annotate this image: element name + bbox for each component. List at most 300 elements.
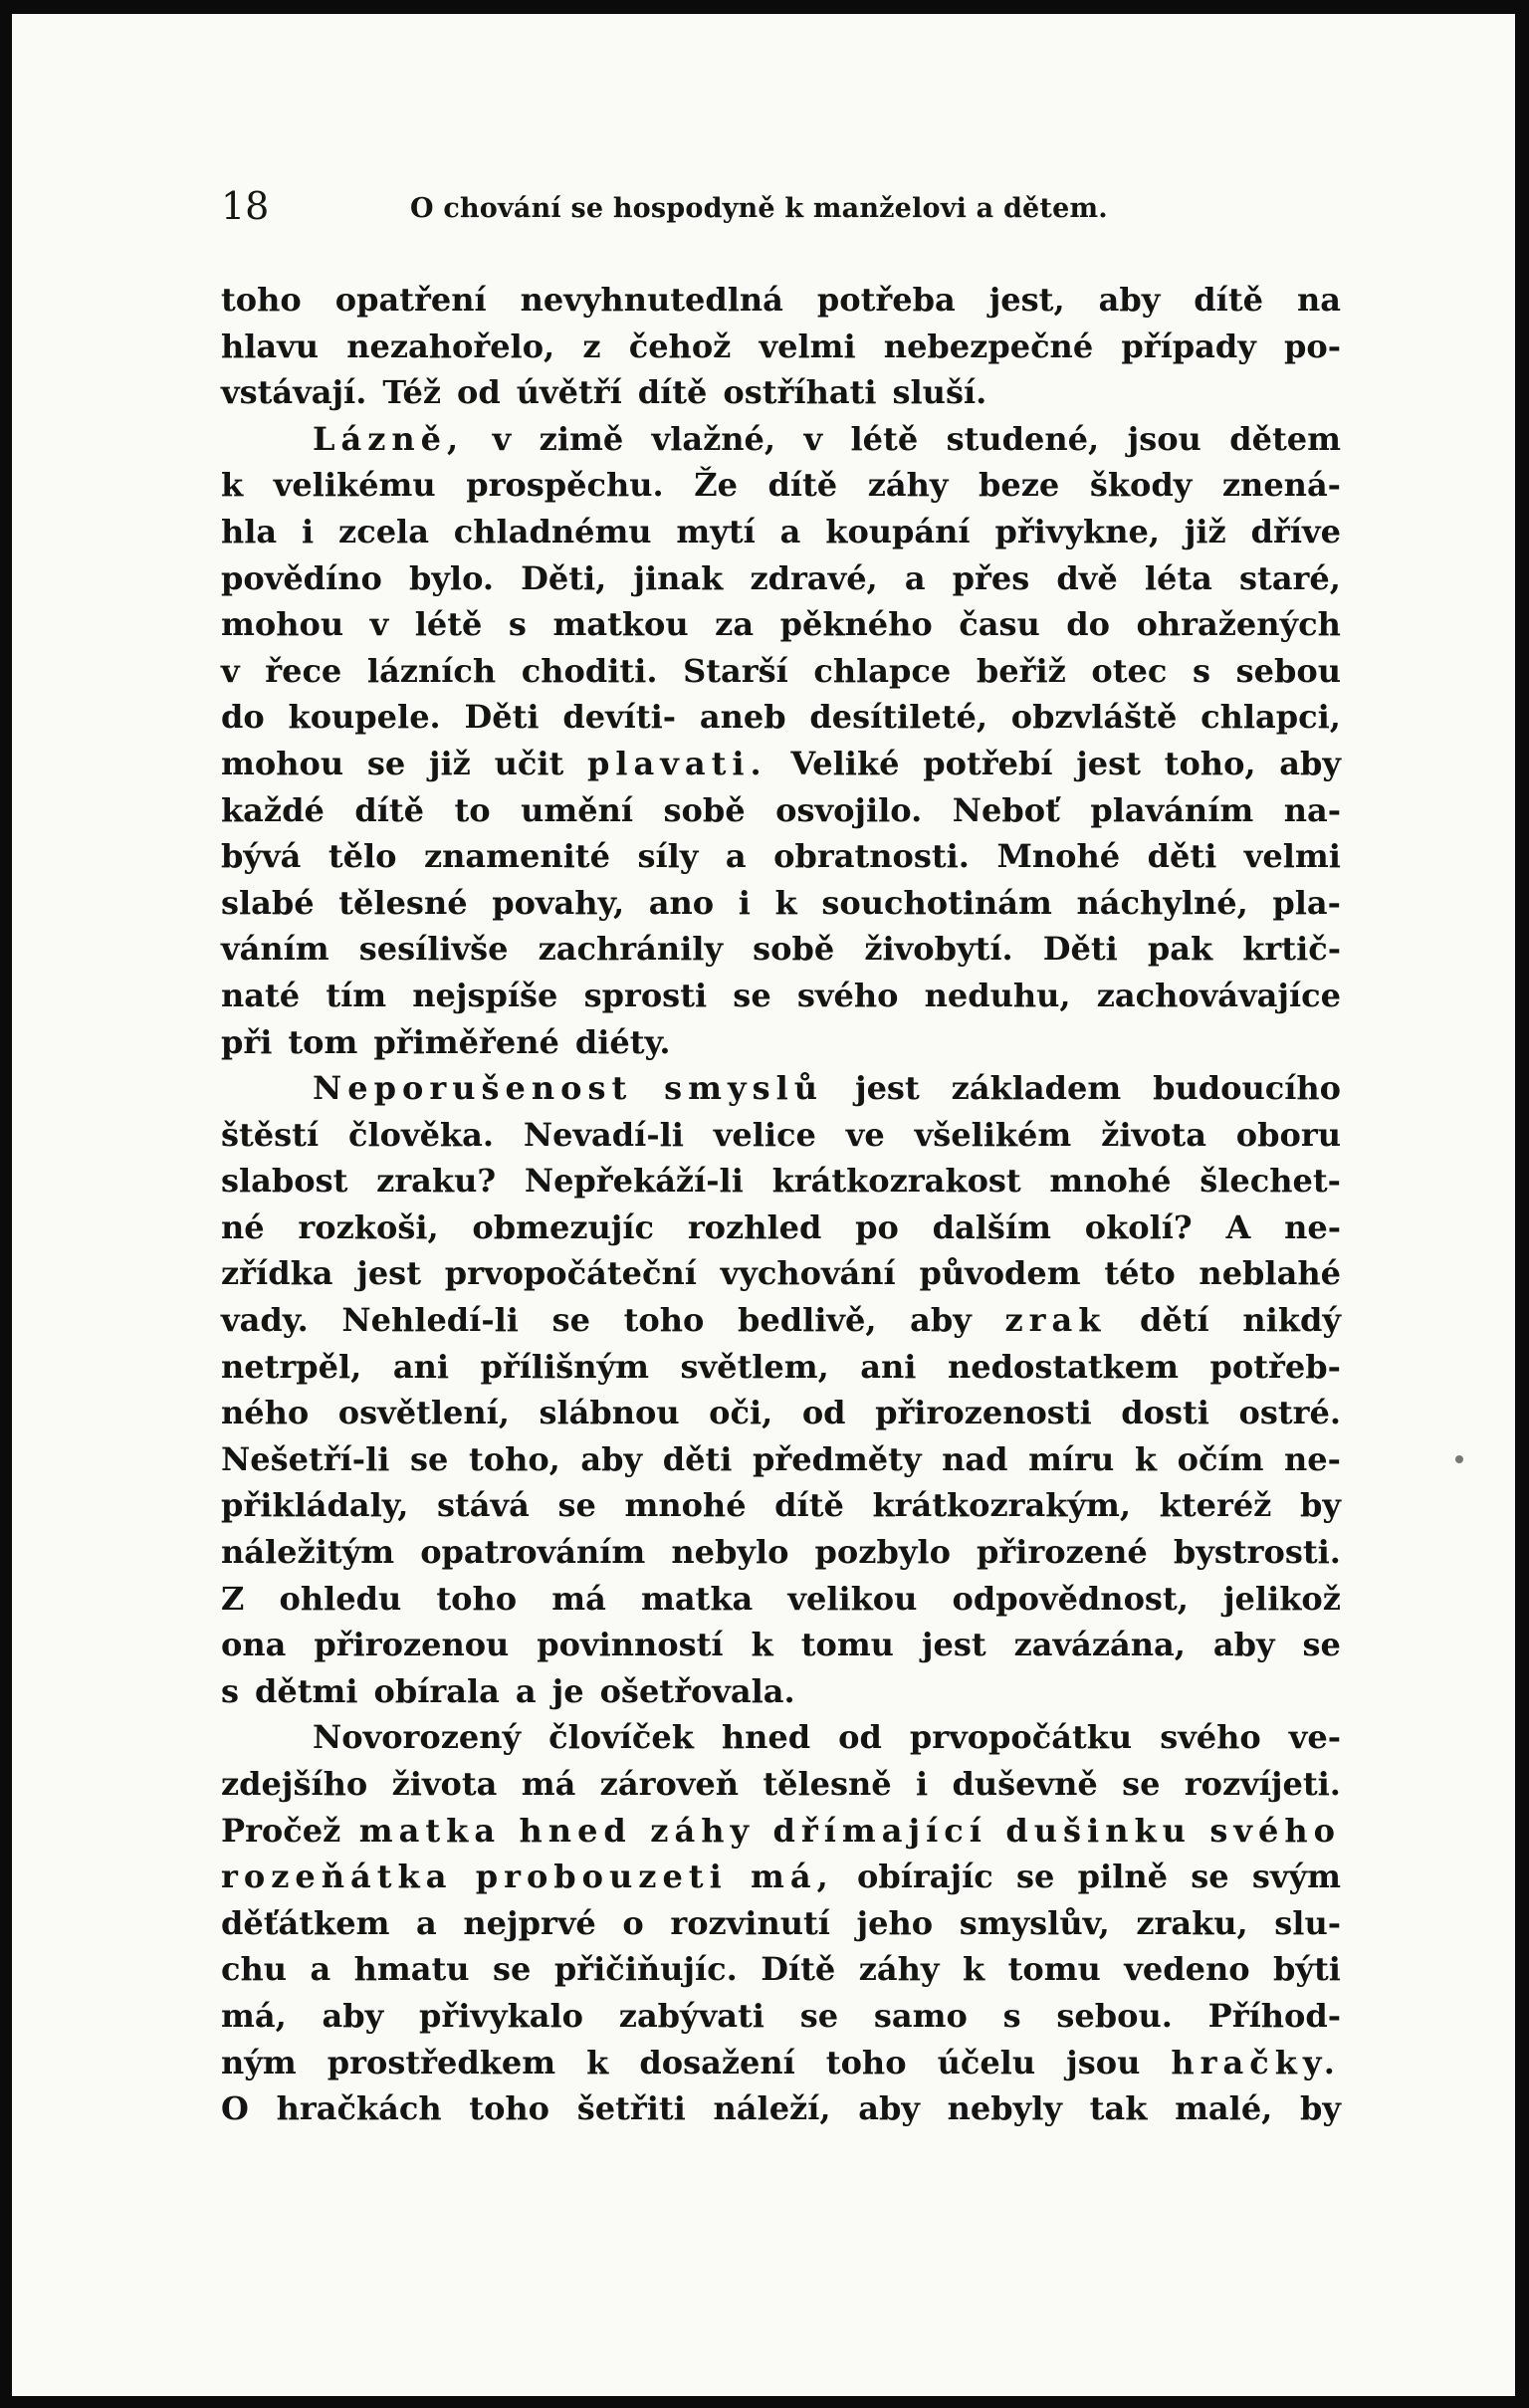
word: a (416, 1903, 437, 1942)
word: k (1134, 1439, 1157, 1478)
word: rozvíjeti. (1184, 1765, 1341, 1803)
word: každé (221, 790, 325, 829)
scan-speck (1455, 1455, 1463, 1463)
word: dítě (774, 1486, 844, 1525)
word: toho (623, 1301, 705, 1340)
word: aby (910, 1301, 972, 1340)
word: dětem (1229, 419, 1341, 458)
word: se (493, 1950, 532, 1989)
word: pla- (1272, 883, 1341, 922)
spaced-word: dřímající (772, 1811, 987, 1850)
word: pilně (1077, 1858, 1168, 1896)
spaced-word: plavati. (586, 744, 767, 782)
spaced-word: matka (358, 1811, 502, 1850)
word: a (515, 1671, 537, 1710)
word: sprosti (583, 976, 708, 1014)
word: ona (221, 1626, 287, 1664)
word: aby (858, 2089, 920, 2128)
word: hned (721, 1718, 811, 1757)
word: Děti (464, 698, 540, 737)
word: bylo. (408, 558, 494, 597)
word: krtič- (1242, 930, 1341, 969)
word: desítileté, (809, 698, 987, 737)
text-line (221, 694, 1341, 741)
text-line (221, 1761, 1341, 1808)
word: od (457, 373, 501, 412)
text-line (221, 509, 1341, 555)
word: tělesné (338, 883, 468, 922)
word: se (1191, 1858, 1229, 1896)
word: při (221, 1022, 273, 1061)
word: náležitým (221, 1533, 395, 1572)
word: hla (221, 512, 278, 550)
word: Novorozený (313, 1718, 522, 1757)
word: učit (494, 744, 564, 782)
word: aby (1212, 1626, 1275, 1664)
word: Dítě (761, 1950, 836, 1989)
word: sebou. (1056, 1996, 1173, 2035)
word: stává (437, 1486, 530, 1525)
word: duševně (952, 1765, 1098, 1803)
book-page (12, 14, 1515, 2396)
word: tak (1089, 2089, 1148, 2128)
word: šetřiti (576, 2089, 686, 2128)
text-line (221, 1854, 1341, 1900)
word: slabé (221, 883, 315, 922)
word: Nevadí-li (523, 1115, 684, 1154)
text-line (221, 601, 1341, 648)
text-line (221, 416, 1341, 463)
word: to (454, 790, 491, 829)
word: velice (713, 1115, 816, 1154)
word: nikdý (1242, 1301, 1341, 1340)
word: dítě (637, 373, 708, 412)
text-line (221, 787, 1341, 834)
word: vstávají. (221, 373, 367, 412)
word: nebylo (671, 1533, 789, 1572)
word: svého (1160, 1718, 1261, 1757)
word: okolí? (1084, 1207, 1193, 1246)
word: základem (951, 1069, 1122, 1108)
word: jsou (1127, 419, 1201, 458)
word: aby (322, 1996, 384, 2035)
text-line (221, 1993, 1341, 2040)
word: má (521, 1765, 576, 1803)
word: pozbylo (814, 1533, 951, 1572)
word: potřebí (923, 744, 1053, 782)
text-line (221, 1204, 1341, 1251)
word: případy (1121, 327, 1256, 365)
spaced-word: Lázně, (313, 419, 465, 458)
word: tělo (328, 837, 397, 876)
word: záhy (858, 1950, 940, 1989)
word: se (409, 1439, 449, 1478)
word: opatření (334, 281, 487, 319)
word: Děti, (521, 558, 607, 597)
word: malé, (1175, 2089, 1273, 2128)
word: má (551, 1579, 606, 1618)
text-line (221, 1297, 1341, 1344)
word: času (959, 605, 1040, 644)
word: se (1302, 1626, 1341, 1664)
word: se (799, 1996, 839, 2035)
word: devíti- (562, 698, 677, 737)
word: tím (326, 976, 387, 1014)
word: rozhled (687, 1207, 822, 1246)
word: jest (921, 1626, 986, 1664)
word: šlechet- (1200, 1162, 1341, 1201)
text-line (221, 1390, 1341, 1436)
text-line (221, 741, 1341, 787)
word: tělesně (763, 1765, 892, 1803)
word: i (915, 1765, 929, 1803)
word: vedeno (1124, 1950, 1250, 1989)
word: chu (221, 1950, 288, 1989)
word: aby (580, 1439, 643, 1478)
word: se (557, 1486, 596, 1525)
text-line (221, 555, 1341, 602)
text-line (221, 1065, 1341, 1112)
word: otec (1091, 651, 1168, 690)
word: toho (221, 281, 302, 319)
spaced-word: záhy (650, 1811, 756, 1850)
word: i (302, 512, 315, 550)
word: na (1296, 281, 1341, 319)
word: přes (952, 558, 1030, 597)
word: odpovědnost, (952, 1579, 1189, 1618)
spaced-word: hned (519, 1811, 632, 1850)
word: velikému (273, 466, 436, 505)
word: očím (1177, 1439, 1264, 1478)
spaced-word: dušinku (1005, 1811, 1192, 1850)
word: koupele. (288, 698, 441, 737)
word: Nešetří-li (221, 1439, 390, 1478)
word: v (369, 605, 389, 644)
word: mnohé (1049, 1162, 1172, 1201)
text-line (221, 1714, 1341, 1761)
word: jest, (988, 281, 1065, 319)
word: ve (845, 1115, 885, 1154)
text-line (221, 1158, 1341, 1204)
word: zároveň (599, 1765, 739, 1803)
word: slábnou (539, 1394, 680, 1432)
word: od (838, 1718, 882, 1757)
word: souchotinám (821, 883, 1052, 922)
word: v (492, 419, 512, 458)
word: krátkozrakost (771, 1162, 1021, 1201)
word: přirozenosti (875, 1394, 1092, 1432)
word: Z (221, 1579, 245, 1618)
word: velmi (759, 327, 856, 365)
word: jest (854, 1069, 920, 1108)
word: ostré. (1238, 1394, 1341, 1432)
word: zabývati (618, 1996, 764, 2035)
word: oči, (709, 1394, 773, 1432)
word: přirozené (977, 1533, 1148, 1572)
word: neduhu, (924, 976, 1071, 1014)
word: Neboť (952, 790, 1060, 829)
word: obírala (373, 1671, 500, 1710)
word: létě (850, 419, 919, 458)
word: zavázána, (1013, 1626, 1186, 1664)
word: rozvinutí (670, 1903, 830, 1942)
word: choditi. (521, 651, 658, 690)
word: zraku, (1136, 1903, 1248, 1942)
word: smyslův, (959, 1903, 1110, 1942)
word: původem (919, 1254, 1081, 1293)
word: se (1016, 1858, 1055, 1896)
word: ným (221, 2043, 297, 2081)
word: za (715, 605, 755, 644)
word: chlapci, (1201, 698, 1341, 737)
word: umění (521, 790, 634, 829)
word: bývá (221, 837, 302, 876)
word: jest (356, 1254, 421, 1293)
word: hmatu (353, 1950, 470, 1989)
word: koupání (825, 512, 971, 550)
word: Pročež (221, 1811, 341, 1850)
word: znamenité (423, 837, 610, 876)
word: prvopočátku (909, 1718, 1133, 1757)
word: života (1101, 1115, 1206, 1154)
word: beze (979, 466, 1060, 505)
word: prospěchu. (466, 466, 664, 505)
word: lázních (366, 651, 497, 690)
running-head: O chování se hospodyně k manželovi a dětem. (410, 193, 1108, 224)
word: ného (221, 1394, 310, 1432)
word: člověka. (347, 1115, 494, 1154)
word: ne- (1284, 1439, 1341, 1478)
word: zdejšího (221, 1765, 368, 1803)
word: nad (942, 1439, 1008, 1478)
word: a (779, 512, 801, 550)
word: toho, (468, 1439, 560, 1478)
word: slu- (1274, 1903, 1341, 1942)
word: samo (873, 1996, 968, 2035)
word: mohou (221, 744, 344, 782)
text-line (221, 1946, 1341, 1993)
word: vady. (221, 1301, 309, 1340)
word: toho (469, 2089, 550, 2128)
word: prostředkem (327, 2043, 556, 2081)
word: pěkného (779, 605, 933, 644)
word: účelu (937, 2043, 1036, 2081)
spaced-word: hračky. (1171, 2043, 1341, 2081)
word: obmezujíc (472, 1207, 655, 1246)
word: sesílivše (358, 930, 509, 969)
word: jeho (856, 1903, 934, 1942)
word: přílišným (480, 1347, 649, 1386)
word: dětí (1140, 1301, 1209, 1340)
word: světlem, (680, 1347, 829, 1386)
word: úvětří (516, 373, 622, 412)
word: budoucího (1153, 1069, 1341, 1108)
word: Veliké (790, 744, 900, 782)
word: a (725, 837, 747, 876)
word: toho, (1164, 744, 1256, 782)
text-line (221, 648, 1341, 695)
word: záhy (867, 466, 949, 505)
word: ve- (1288, 1718, 1341, 1757)
word: tom (288, 1022, 358, 1061)
word: nedostatkem (947, 1347, 1180, 1386)
word: na- (1283, 790, 1341, 829)
word: jelikož (1222, 1579, 1341, 1618)
text-line (221, 277, 1341, 324)
word: nebyly (947, 2089, 1062, 2128)
spaced-word: zrak (1004, 1301, 1107, 1340)
word: léta (1144, 558, 1212, 597)
page-header (221, 181, 1326, 231)
word: osvětlení, (337, 1394, 510, 1432)
word: matka (640, 1579, 754, 1618)
text-line (221, 973, 1341, 1019)
word: povahy, (492, 883, 625, 922)
word: k (221, 466, 244, 505)
word: živobytí. (864, 930, 1013, 969)
word: dosti (1121, 1394, 1209, 1432)
word: obratnosti. (773, 837, 970, 876)
word: do (1066, 605, 1111, 644)
word: se (733, 976, 771, 1014)
word: létě (414, 605, 483, 644)
word: z (582, 327, 601, 365)
word: velikou (787, 1579, 918, 1618)
word: všelikém (914, 1115, 1072, 1154)
word: má, (221, 1996, 287, 2035)
word: zřídka (221, 1254, 333, 1293)
word: ani (392, 1347, 449, 1386)
word: Též (382, 373, 441, 412)
word: dosažení (639, 2043, 795, 2081)
text-line (221, 1482, 1341, 1529)
word: s (1193, 651, 1211, 690)
word: bedlivě, (737, 1301, 877, 1340)
text-line (221, 1900, 1341, 1947)
text-line (221, 1112, 1341, 1159)
word: chladnému (453, 512, 652, 550)
word: o (622, 1903, 644, 1942)
text-line (221, 369, 1341, 416)
word: pak (1147, 930, 1213, 969)
word: obírajíc (857, 1858, 993, 1896)
word: by (1300, 2089, 1341, 2128)
text-line (221, 833, 1341, 880)
word: aneb (699, 698, 786, 737)
word: k (586, 2043, 609, 2081)
word: plaváním (1090, 790, 1254, 829)
word: dříve (1250, 512, 1341, 550)
word: svého (796, 976, 899, 1014)
word: ošetřovala. (599, 1671, 795, 1710)
word: zcela (338, 512, 429, 550)
word: po (855, 1207, 899, 1246)
text-line (221, 1529, 1341, 1576)
text-line (221, 324, 1341, 370)
word: tomu (1007, 1950, 1101, 1989)
word: po- (1283, 327, 1341, 365)
spaced-word: probouzeti (475, 1858, 728, 1896)
word: náchylné, (1076, 883, 1248, 922)
word: ohražených (1136, 605, 1341, 644)
word: mnohé (624, 1486, 747, 1525)
text-line (221, 1019, 1341, 1066)
word: vlažné, (651, 419, 776, 458)
word: Příhod- (1207, 1996, 1341, 2035)
word: předměty (752, 1439, 922, 1478)
word: matkou (552, 605, 689, 644)
word: svým (1251, 1858, 1341, 1896)
word: ne- (1284, 1207, 1341, 1246)
word: naté (221, 976, 301, 1014)
spaced-word: smyslů (664, 1069, 824, 1108)
word: nezahořelo, (346, 327, 555, 365)
word: tomu (800, 1626, 894, 1664)
word: v (803, 419, 823, 458)
word: a (904, 558, 926, 597)
word: neblahé (1199, 1254, 1341, 1293)
text-line (221, 2085, 1341, 2132)
word: již (1184, 512, 1226, 550)
word: Že (694, 466, 738, 505)
word: znená- (1221, 466, 1341, 505)
spaced-word: má, (751, 1858, 834, 1896)
word: a (310, 1950, 331, 1989)
word: mytí (676, 512, 756, 550)
word: dítě (1194, 281, 1263, 319)
word: ano (648, 883, 715, 922)
text-line (221, 1668, 1341, 1715)
word: se (551, 1301, 590, 1340)
word: této (1104, 1254, 1176, 1293)
word: chlapce (813, 651, 952, 690)
word: kteréž (1159, 1486, 1272, 1525)
word: zimě (539, 419, 624, 458)
word: zachovávajíce (1096, 976, 1341, 1014)
word: netrpěl, (221, 1347, 362, 1386)
word: síly (637, 837, 699, 876)
word: ani (860, 1347, 917, 1386)
word: Starší (683, 651, 788, 690)
spaced-word: Neporušenost (313, 1069, 633, 1108)
word: človíček (548, 1718, 694, 1757)
word: staré, (1239, 558, 1341, 597)
word: škody (1089, 466, 1193, 505)
spaced-word: svého (1209, 1811, 1341, 1850)
word: sebou (1235, 651, 1341, 690)
word: do (221, 698, 265, 737)
word: krátkozrakým, (872, 1486, 1132, 1525)
word: jsou (1066, 2043, 1141, 2081)
text-line (221, 1250, 1341, 1297)
text-line (221, 2040, 1341, 2086)
word: né (221, 1207, 265, 1246)
word: obzvláště (1010, 698, 1178, 737)
word: mohou (221, 605, 344, 644)
word: potřeba (816, 281, 956, 319)
word: přivykalo (419, 1996, 583, 2035)
word: života (391, 1765, 498, 1803)
word: aby (1279, 744, 1341, 782)
word: býti (1273, 1950, 1341, 1989)
word: povědíno (221, 558, 382, 597)
text-line (221, 1436, 1341, 1483)
word: náleží, (713, 2089, 831, 2128)
word: děťátkem (221, 1903, 390, 1942)
word: přivykne, (994, 512, 1160, 550)
word: k (774, 883, 797, 922)
word: sluší. (892, 373, 987, 412)
